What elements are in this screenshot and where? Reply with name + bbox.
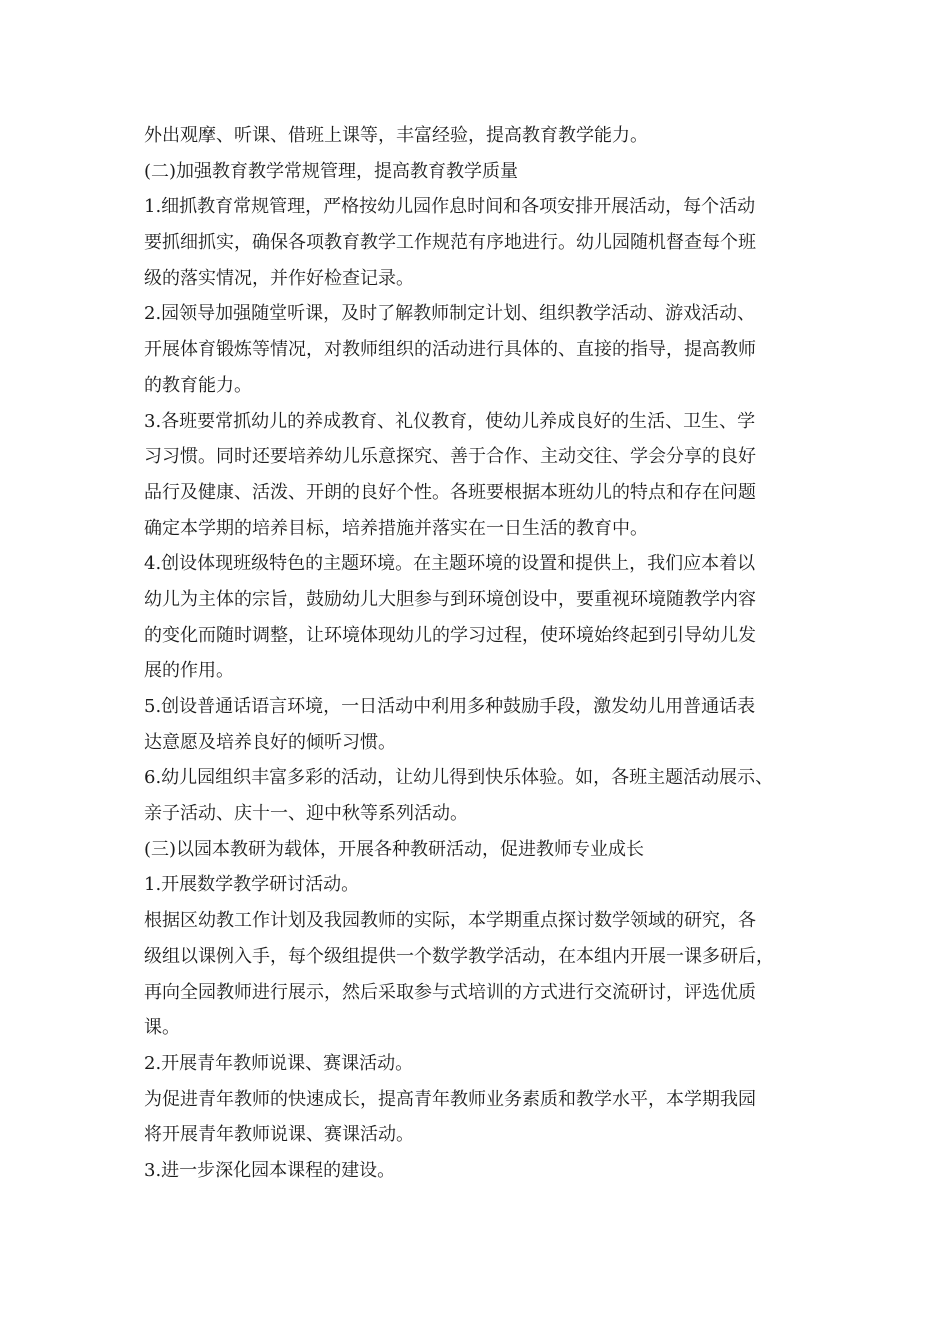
- text-line: 级的落实情况，并作好检查记录。: [144, 267, 414, 289]
- text-line: 1.细抓教育常规管理，严格按幼儿园作息时间和各项安排开展活动，每个活动: [144, 196, 756, 218]
- text-line: 幼儿为主体的宗旨，鼓励幼儿大胆参与到环境创设中，要重视环境随教学内容: [144, 588, 756, 610]
- document-body: [144, 118, 834, 1189]
- text-line: 4.创设体现班级特色的主题环境。在主题环境的设置和提供上，我们应本着以: [144, 553, 756, 575]
- text-line: 外出观摩、听课、借班上课等，丰富经验，提高教育教学能力。: [144, 125, 648, 146]
- text-line: 1.开展数学教学研讨活动。: [144, 874, 360, 896]
- text-line: 2.开展青年教师说课、赛课活动。: [144, 1052, 414, 1074]
- text-line: 确定本学期的培养目标，培养措施并落实在一日生活的教育中。: [144, 517, 648, 539]
- text-line: 6.幼儿园组织丰富多彩的活动，让幼儿得到快乐体验。如，各班主题活动展示、: [144, 767, 774, 789]
- text-line: 再向全园教师进行展示，然后采取参与式培训的方式进行交流研讨，评选优质: [144, 981, 756, 1003]
- text-line: 要抓细抓实，确保各项教育教学工作规范有序地进行。幼儿园随机督查每个班: [144, 232, 756, 254]
- text-line: 的变化而随时调整，让环境体现幼儿的学习过程，使环境始终起到引导幼儿发: [144, 624, 756, 646]
- text-line: 3.进一步深化园本课程的建设。: [144, 1159, 396, 1181]
- text-line: 展的作用。: [144, 660, 234, 682]
- text-line: 习习惯。同时还要培养幼儿乐意探究、善于合作、主动交往、学会分享的良好: [144, 446, 756, 468]
- section-heading: (二)加强教育教学常规管理，提高教育教学质量: [144, 160, 519, 182]
- text-line: 品行及健康、活泼、开朗的良好个性。各班要根据本班幼儿的特点和存在问题: [144, 481, 756, 503]
- text-line: 级组以课例入手，每个级组提供一个数学教学活动，在本组内开展一课多研后，: [144, 945, 774, 967]
- text-line: 的教育能力。: [144, 374, 252, 396]
- text-line: 5.创设普通话语言环境，一日活动中利用多种鼓励手段，激发幼儿用普通话表: [144, 696, 756, 717]
- text-line: 3.各班要常抓幼儿的养成教育、礼仪教育，使幼儿养成良好的生活、卫生、学: [144, 410, 756, 432]
- text-line: 根据区幼教工作计划及我园教师的实际，本学期重点探讨数学领域的研究，各: [144, 910, 756, 932]
- text-line: 2.园领导加强随堂听课，及时了解教师制定计划、组织教学活动、游戏活动、: [144, 303, 756, 325]
- text-line: 课。: [144, 1017, 180, 1039]
- text-line: 将开展青年教师说课、赛课活动。: [144, 1124, 414, 1146]
- text-line: 亲子活动、庆十一、迎中秋等系列活动。: [144, 803, 468, 825]
- section-heading: (三)以园本教研为载体，开展各种教研活动，促进教师专业成长: [144, 838, 645, 860]
- text-line: 为促进青年教师的快速成长，提高青年教师业务素质和教学水平，本学期我园: [144, 1088, 756, 1110]
- text-line: 达意愿及培养良好的倾听习惯。: [144, 731, 396, 753]
- text-line: 开展体育锻炼等情况，对教师组织的活动进行具体的、直接的指导，提高教师: [144, 339, 756, 361]
